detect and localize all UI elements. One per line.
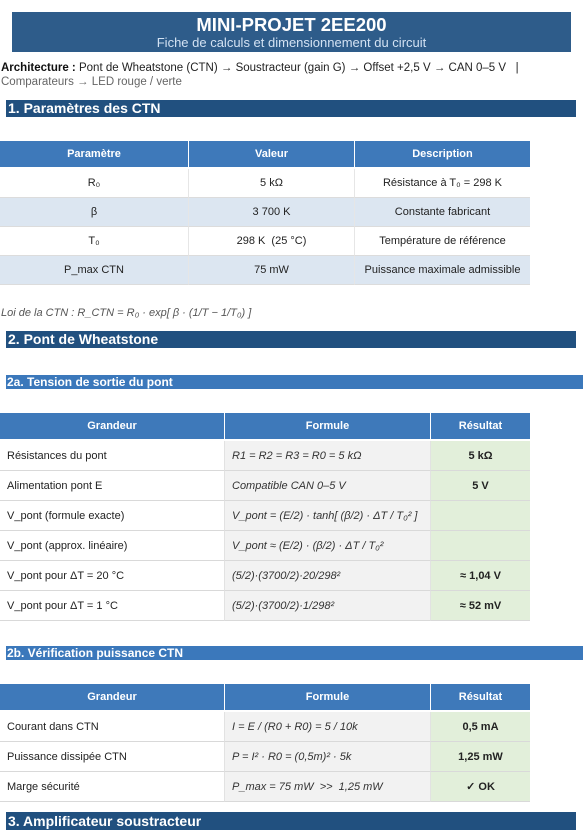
section-heading-1: 1. Paramètres des CTN [6, 100, 576, 117]
table-row [0, 198, 530, 227]
cell-resultat: 1,25 mW [430, 742, 530, 772]
cell-valeur: 5 kΩ [188, 169, 354, 198]
column-header-formule: Formule [224, 684, 430, 712]
cell-grandeur: V_pont (formule exacte) [0, 501, 224, 531]
table-row [0, 227, 530, 256]
cell-formule: V_pont ≈ (E/2) · (β/2) · ΔT / T₀² [224, 531, 430, 561]
subsection-heading-2a: 2a. Tension de sortie du pont [6, 375, 583, 389]
cell-formule: I = E / (R0 + R0) = 5 / 10k [224, 712, 430, 742]
cell-description: Température de référence [354, 227, 530, 256]
table-row [0, 712, 530, 742]
table-header-row [0, 684, 530, 712]
cell-formule: V_pont = (E/2) · tanh[ (β/2) · ΔT / T₀² ] [224, 501, 430, 531]
cell-resultat: 5 kΩ [430, 441, 530, 471]
cell-grandeur: Alimentation pont E [0, 471, 224, 501]
cell-description: Résistance à T₀ = 298 K [354, 169, 530, 198]
title-banner [12, 12, 571, 52]
cell-valeur: 75 mW [188, 256, 354, 285]
column-header-description: Description [354, 141, 530, 169]
cell-valeur: 3 700 K [188, 198, 354, 227]
cell-formule: (5/2)·(3700/2)·20/298² [224, 561, 430, 591]
section-heading-3: 3. Amplificateur soustracteur [6, 812, 576, 830]
page-title: MINI-PROJET 2EE200 [196, 14, 387, 35]
table-row [0, 471, 530, 501]
cell-grandeur: Marge sécurité [0, 772, 224, 802]
ctn-parameters-table [0, 141, 530, 285]
bridge-output-table [0, 413, 530, 621]
cell-formule: (5/2)·(3700/2)·1/298² [224, 591, 430, 621]
cell-grandeur: V_pont (approx. linéaire) [0, 531, 224, 561]
cell-grandeur: Puissance dissipée CTN [0, 742, 224, 772]
ctn-power-table [0, 684, 530, 802]
cell-description: Puissance maximale admissible [354, 256, 530, 285]
architecture-label: Architecture : [1, 62, 76, 74]
cell-grandeur: Résistances du pont [0, 441, 224, 471]
cell-grandeur: Courant dans CTN [0, 712, 224, 742]
cell-resultat [430, 501, 530, 531]
architecture-text: Pont de Wheatstone (CTN) → Soustracteur (gain G) → Offset +2,5 V → CAN 0–5 V | [78, 62, 519, 74]
cell-parametre: P_max CTN [0, 256, 188, 285]
table-row [0, 742, 530, 772]
table-row [0, 591, 530, 621]
column-header-grandeur: Grandeur [0, 684, 224, 712]
cell-resultat: ≈ 52 mV [430, 591, 530, 621]
table-row [0, 531, 530, 561]
cell-grandeur: V_pont pour ΔT = 20 °C [0, 561, 224, 591]
table-row [0, 772, 530, 802]
section-heading-2: 2. Pont de Wheatstone [6, 331, 576, 348]
cell-grandeur: V_pont pour ΔT = 1 °C [0, 591, 224, 621]
table-header-row [0, 141, 530, 169]
table-header-row [0, 413, 530, 441]
table-row [0, 561, 530, 591]
cell-resultat: 0,5 mA [430, 712, 530, 742]
table-row [0, 169, 530, 198]
table-row [0, 501, 530, 531]
cell-parametre: R₀ [0, 169, 188, 198]
architecture-continuation: Comparateurs → LED rouge / verte [1, 76, 182, 88]
cell-description: Constante fabricant [354, 198, 530, 227]
column-header-resultat: Résultat [430, 413, 530, 441]
cell-parametre: T₀ [0, 227, 188, 256]
cell-formule: P = I² · R0 = (0,5m)² · 5k [224, 742, 430, 772]
cell-formule: P_max = 75 mW >> 1,25 mW [224, 772, 430, 802]
cell-formule: Compatible CAN 0–5 V [224, 471, 430, 501]
page-subtitle: Fiche de calculs et dimensionnement du circuit [156, 35, 427, 50]
subsection-heading-2b: 2b. Vérification puissance CTN [6, 646, 583, 660]
column-header-formule: Formule [224, 413, 430, 441]
column-header-parametre: Paramètre [0, 141, 188, 169]
cell-resultat [430, 531, 530, 561]
table-row [0, 441, 530, 471]
column-header-valeur: Valeur [188, 141, 354, 169]
cell-resultat: ≈ 1,04 V [430, 561, 530, 591]
table-row [0, 256, 530, 285]
cell-resultat: 5 V [430, 471, 530, 501]
architecture-line [1, 61, 519, 75]
column-header-grandeur: Grandeur [0, 413, 224, 441]
column-header-resultat: Résultat [430, 684, 530, 712]
ctn-law-formula: Loi de la CTN : R_CTN = R₀ · exp[ β · (1/T − 1/T₀) ] [1, 307, 252, 319]
cell-valeur: 298 K (25 °C) [188, 227, 354, 256]
cell-parametre: β [0, 198, 188, 227]
cell-resultat: ✓ OK [430, 772, 530, 802]
cell-formule: R1 = R2 = R3 = R0 = 5 kΩ [224, 441, 430, 471]
